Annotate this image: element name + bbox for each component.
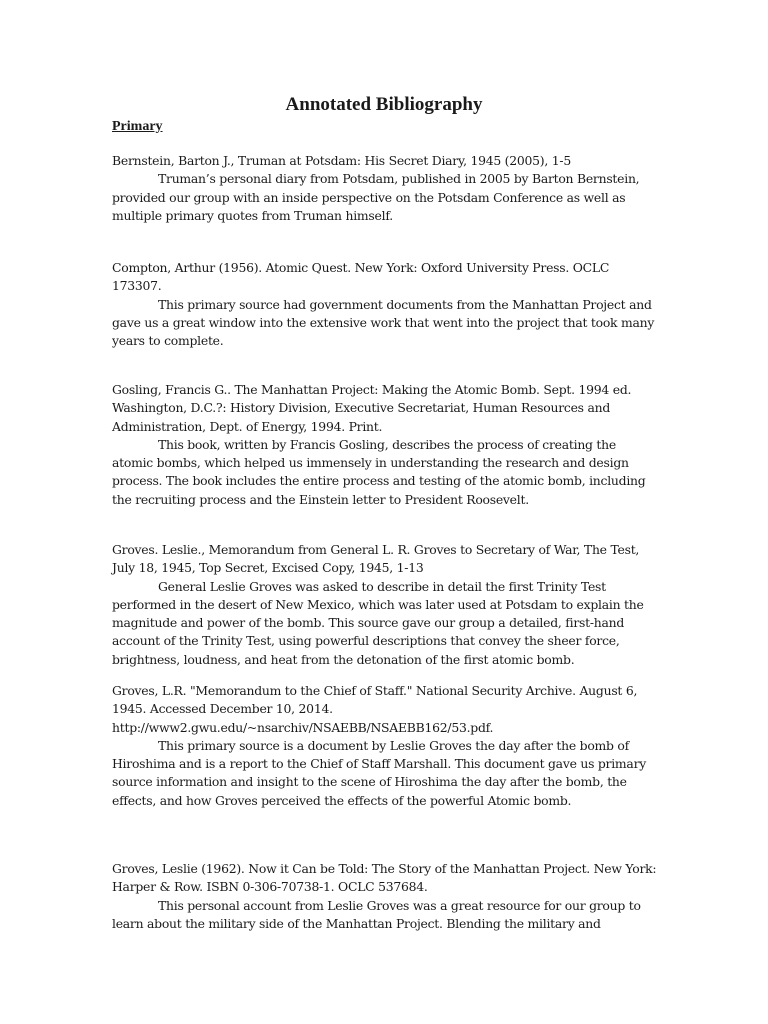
entry-annotation: This primary source had government documents from the Manhattan Project and gave us a great window into the extensive work that went into the project that took many years to complete. bbox=[112, 296, 655, 349]
entry-citation: Bernstein, Barton J., Truman at Potsdam: His Secret Diary, 1945 (2005), 1-5 bbox=[112, 153, 571, 168]
page-title: Annotated Bibliography bbox=[285, 94, 483, 115]
bibliography-entry bbox=[112, 541, 660, 669]
entry-citation: Groves, L.R. "Memorandum to the Chief of Staff." National Security Archive. August 6, 1945. Accessed December 10, 2014. http://www2.gwu.edu/~nsarchiv/NSAEBB/NSAEBB162/53.pdf. bbox=[112, 683, 638, 735]
entry-citation: Gosling, Francis G.. The Manhattan Project: Making the Atomic Bomb. Sept. 1994 ed. Washington, D.C.?: History Division, Executive Secretariat, Human Resources and Administration, Dept. of Energy, 1994. Print. bbox=[112, 382, 632, 434]
entry-citation: Groves, Leslie (1962). Now it Can be Told: The Story of the Manhattan Project. New York: Harper & Row. ISBN 0-306-70738-1. OCLC 537684. bbox=[112, 861, 657, 895]
entry-annotation: This primary source is a document by Leslie Groves the day after the bomb of Hiroshima and is a report to the Chief of Staff Marshall. This document gave us primary source information and insight to the scene of Hiroshima the day after the bomb, the effects, and how Groves perceived the effects of the powerful Atomic bomb. bbox=[112, 737, 646, 808]
bibliography-entry bbox=[112, 682, 660, 810]
entry-citation: Compton, Arthur (1956). Atomic Quest. New York: Oxford University Press. OCLC 173307. bbox=[112, 260, 610, 294]
section-heading-primary: Primary bbox=[112, 119, 163, 134]
entry-annotation: General Leslie Groves was asked to describe in detail the first Trinity Test performed in the desert of New Mexico, which was later used at Potsdam to explain the magnitude and power of the bomb. This source gave our group a detailed, first-hand account of the Trinity Test, using powerful descriptions that convey the sheer force, brightness, loudness, and heat from the detonation of the first atomic bomb. bbox=[112, 578, 644, 667]
entry-citation: Groves. Leslie., Memorandum from General L. R. Groves to Secretary of War, The Test, July 18, 1945, Top Secret, Excised Copy, 1945, 1-13 bbox=[112, 542, 640, 576]
entry-annotation: This book, written by Francis Gosling, describes the process of creating the atomic bombs, which helped us immensely in understanding the research and design process. The book includes the entire process and testing of the atomic bomb, including the recruiting process and the Einstein letter to President Roosevelt. bbox=[112, 436, 646, 507]
bibliography-entry bbox=[112, 381, 660, 509]
bibliography-entry bbox=[112, 259, 660, 350]
bibliography-entry bbox=[112, 860, 660, 933]
bibliography-entry bbox=[112, 152, 660, 225]
entry-annotation: This personal account from Leslie Groves was a great resource for our group to learn about the military side of the Manhattan Project. Blending the military and bbox=[112, 897, 641, 931]
entry-annotation: Truman’s personal diary from Potsdam, published in 2005 by Barton Bernstein, provided our group with an inside perspective on the Potsdam Conference as well as multiple primary quotes from Truman himself. bbox=[112, 171, 640, 223]
